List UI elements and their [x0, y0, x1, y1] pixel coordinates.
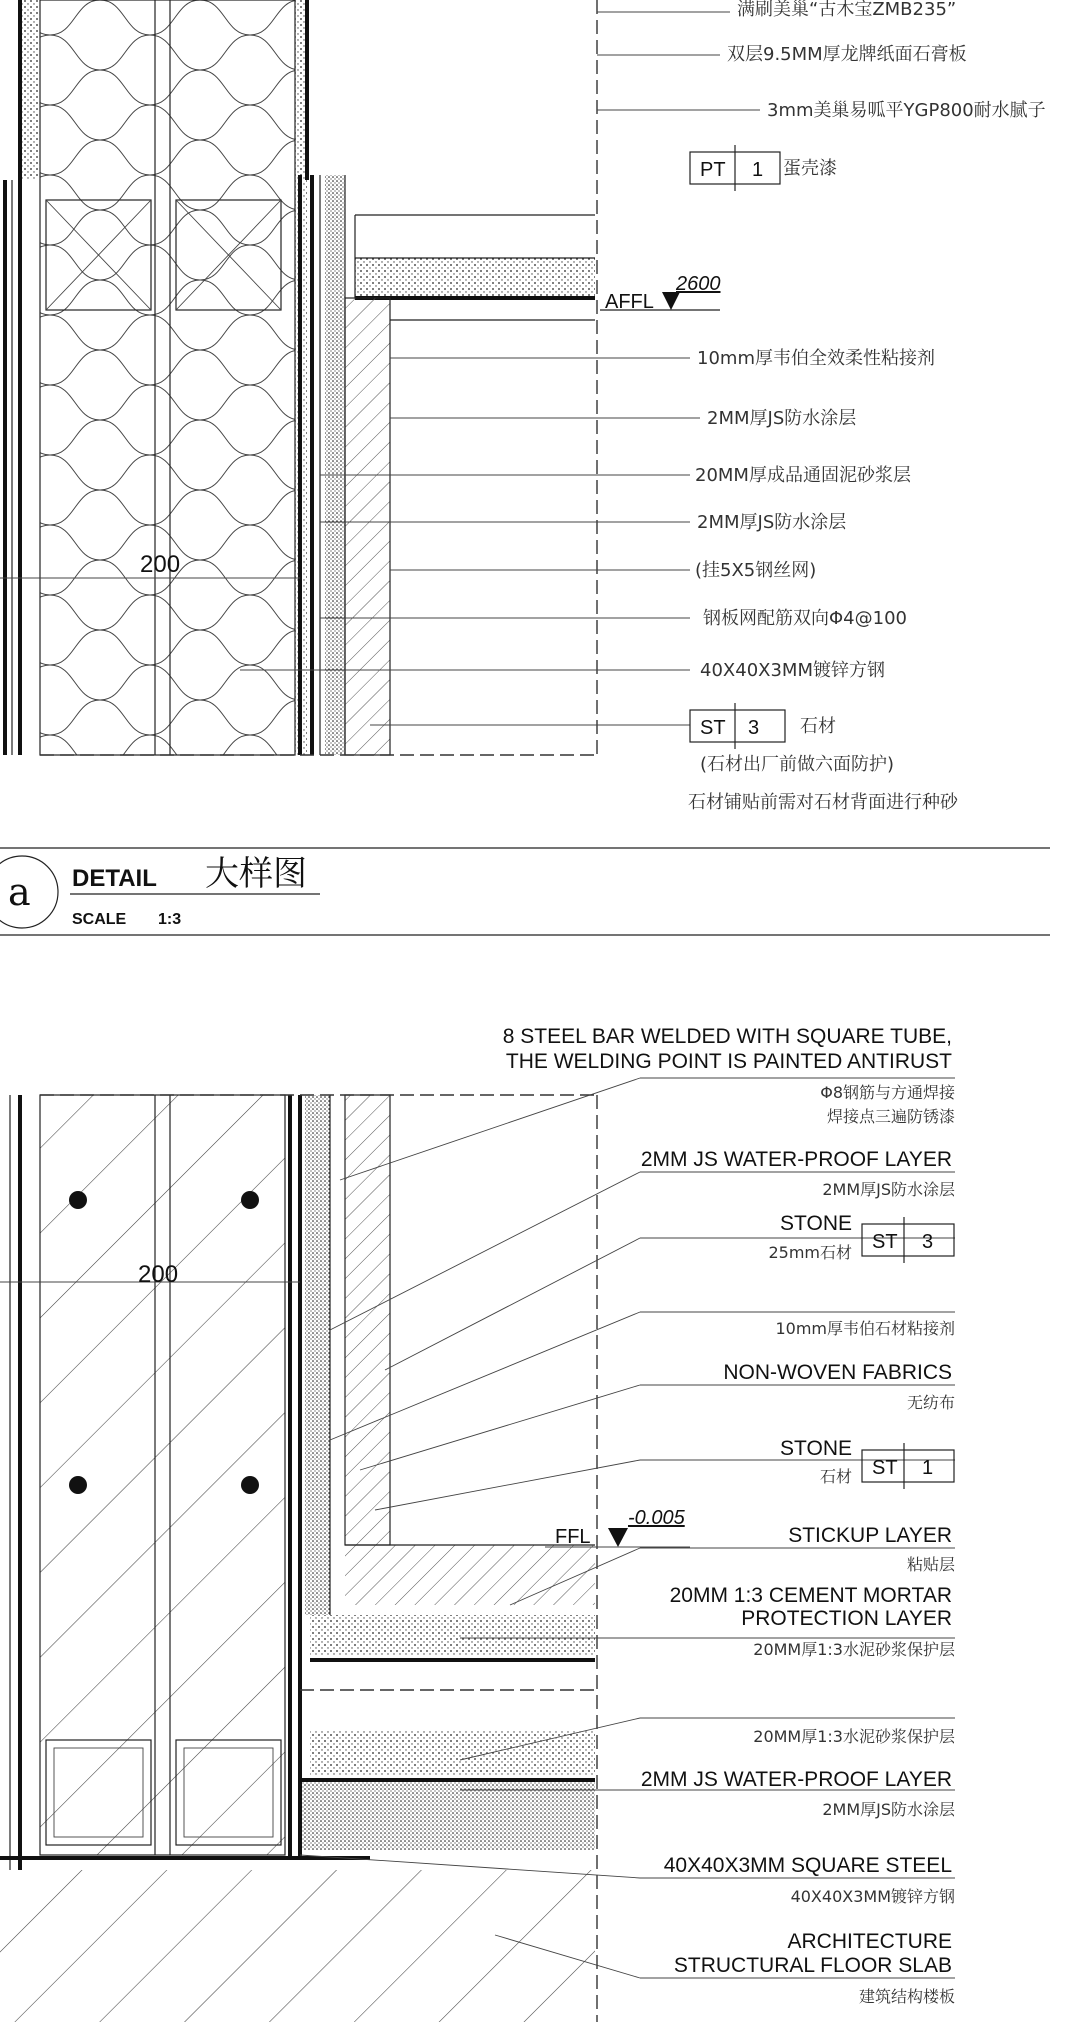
- top-leader-lines: [240, 12, 760, 725]
- svg-text:10mm厚韦伯石材粘接剂: 10mm厚韦伯石材粘接剂: [775, 1319, 955, 1338]
- svg-text:10mm厚韦伯全效柔性粘接剂: 10mm厚韦伯全效柔性粘接剂: [697, 348, 935, 369]
- structural-slab: [0, 1870, 595, 2022]
- stone-wall-cladding: [345, 1095, 390, 1545]
- stone-cladding: [345, 298, 390, 755]
- svg-text:NON-WOVEN FABRICS: NON-WOVEN FABRICS: [723, 1361, 952, 1384]
- svg-text:ARCHITECTURE: ARCHITECTURE: [787, 1930, 952, 1953]
- svg-text:满刷美巢“古木宝ZMB235”: 满刷美巢“古木宝ZMB235”: [737, 0, 957, 20]
- scale-label: SCALE: [72, 911, 127, 928]
- detail-title-block: [0, 848, 1050, 935]
- svg-text:(石材出厂前做六面防护): (石材出厂前做六面防护): [700, 754, 895, 775]
- svg-text:ST: ST: [700, 717, 726, 739]
- svg-text:40X40X3MM镀锌方钢: 40X40X3MM镀锌方钢: [790, 1887, 955, 1906]
- svg-text:2MM JS WATER-PROOF LAYER: 2MM JS WATER-PROOF LAYER: [640, 1768, 952, 1791]
- bottom-section-drawing: [0, 1025, 956, 2022]
- svg-text:20MM厚1:3水泥砂浆保护层: 20MM厚1:3水泥砂浆保护层: [753, 1640, 955, 1659]
- svg-text:3: 3: [748, 717, 760, 739]
- svg-text:蛋壳漆: 蛋壳漆: [783, 158, 837, 179]
- steel-bar-dot: [69, 1476, 87, 1494]
- svg-text:STONE: STONE: [780, 1212, 852, 1235]
- svg-text:PT: PT: [700, 159, 726, 181]
- affl-label: AFFL: [605, 291, 654, 313]
- svg-text:STONE: STONE: [780, 1437, 852, 1460]
- svg-text:2MM厚JS防水涂层: 2MM厚JS防水涂层: [707, 408, 857, 429]
- st3-material-tag: [862, 1217, 954, 1263]
- pt-material-tag: [690, 145, 780, 191]
- svg-text:ST: ST: [872, 1457, 898, 1479]
- st-material-tag-top: [690, 703, 785, 749]
- svg-text:2MM厚JS防水涂层: 2MM厚JS防水涂层: [697, 512, 847, 533]
- svg-text:钢板网配筋双向Φ4@100: 钢板网配筋双向Φ4@100: [703, 608, 907, 629]
- svg-text:粘贴层: 粘贴层: [906, 1555, 955, 1574]
- concrete-core: [40, 1095, 285, 1855]
- svg-text:(挂5X5钢丝网): (挂5X5钢丝网): [695, 560, 817, 581]
- svg-text:STICKUP LAYER: STICKUP LAYER: [788, 1524, 952, 1547]
- svg-text:PROTECTION LAYER: PROTECTION LAYER: [741, 1607, 952, 1630]
- st1-material-tag: [862, 1443, 954, 1489]
- ffl-label: FFL: [555, 1526, 591, 1548]
- detail-letter: a: [8, 870, 31, 914]
- svg-text:Φ8钢筋与方通焊接: Φ8钢筋与方通焊接: [820, 1083, 955, 1102]
- svg-text:无纺布: 无纺布: [906, 1393, 955, 1412]
- svg-text:STRUCTURAL FLOOR SLAB: STRUCTURAL FLOOR SLAB: [673, 1954, 952, 1977]
- svg-text:焊接点三遍防锈漆: 焊接点三遍防锈漆: [826, 1107, 955, 1126]
- svg-text:THE WELDING POINT IS PAINTED A: THE WELDING POINT IS PAINTED ANTIRUST: [505, 1050, 952, 1073]
- svg-text:20MM 1:3 CEMENT MORTAR: 20MM 1:3 CEMENT MORTAR: [669, 1584, 952, 1607]
- svg-text:25mm石材: 25mm石材: [768, 1243, 852, 1262]
- insulation-fill: [40, 0, 295, 755]
- svg-text:2MM厚JS防水涂层: 2MM厚JS防水涂层: [822, 1180, 955, 1199]
- top-section-drawing: [0, 0, 1046, 813]
- svg-text:石材: 石材: [819, 1467, 852, 1486]
- ffl-value: -0.005: [628, 1507, 685, 1529]
- steel-bar-dot: [69, 1191, 87, 1209]
- svg-text:40X40X3MM SQUARE STEEL: 40X40X3MM SQUARE STEEL: [663, 1854, 952, 1877]
- svg-text:双层9.5MM厚龙牌纸面石膏板: 双层9.5MM厚龙牌纸面石膏板: [727, 44, 967, 65]
- top-dimension-200: 200: [140, 551, 181, 578]
- floor-stone: [345, 1545, 595, 1605]
- svg-text:1: 1: [752, 159, 764, 181]
- detail-title-cn: 大样图: [205, 854, 307, 894]
- svg-text:石材铺贴前需对石材背面进行种砂: 石材铺贴前需对石材背面进行种砂: [688, 792, 958, 813]
- svg-text:8 STEEL BAR WELDED WITH SQUARE: 8 STEEL BAR WELDED WITH SQUARE TUBE,: [502, 1025, 952, 1048]
- detail-title: DETAIL: [72, 865, 157, 892]
- scale-value: 1:3: [158, 911, 182, 928]
- svg-text:20MM厚成品通固泥砂浆层: 20MM厚成品通固泥砂浆层: [695, 465, 911, 486]
- svg-text:2MM JS WATER-PROOF LAYER: 2MM JS WATER-PROOF LAYER: [640, 1148, 952, 1171]
- svg-text:1: 1: [922, 1457, 934, 1479]
- bottom-dimension-200: 200: [138, 1261, 179, 1288]
- steel-bar-dot: [241, 1476, 259, 1494]
- svg-text:20MM厚1:3水泥砂浆保护层: 20MM厚1:3水泥砂浆保护层: [753, 1727, 955, 1746]
- svg-text:ST: ST: [872, 1231, 898, 1253]
- svg-text:建筑结构楼板: 建筑结构楼板: [858, 1987, 955, 2006]
- svg-text:40X40X3MM镀锌方钢: 40X40X3MM镀锌方钢: [700, 660, 885, 681]
- top-labels: [688, 0, 1046, 813]
- svg-text:石材: 石材: [800, 716, 836, 737]
- svg-text:3mm美巢易呱平YGP800耐水腻子: 3mm美巢易呱平YGP800耐水腻子: [767, 100, 1046, 121]
- affl-value: 2600: [676, 273, 721, 295]
- svg-text:2MM厚JS防水涂层: 2MM厚JS防水涂层: [822, 1800, 955, 1819]
- steel-bar-dot: [241, 1191, 259, 1209]
- svg-text:3: 3: [922, 1231, 934, 1253]
